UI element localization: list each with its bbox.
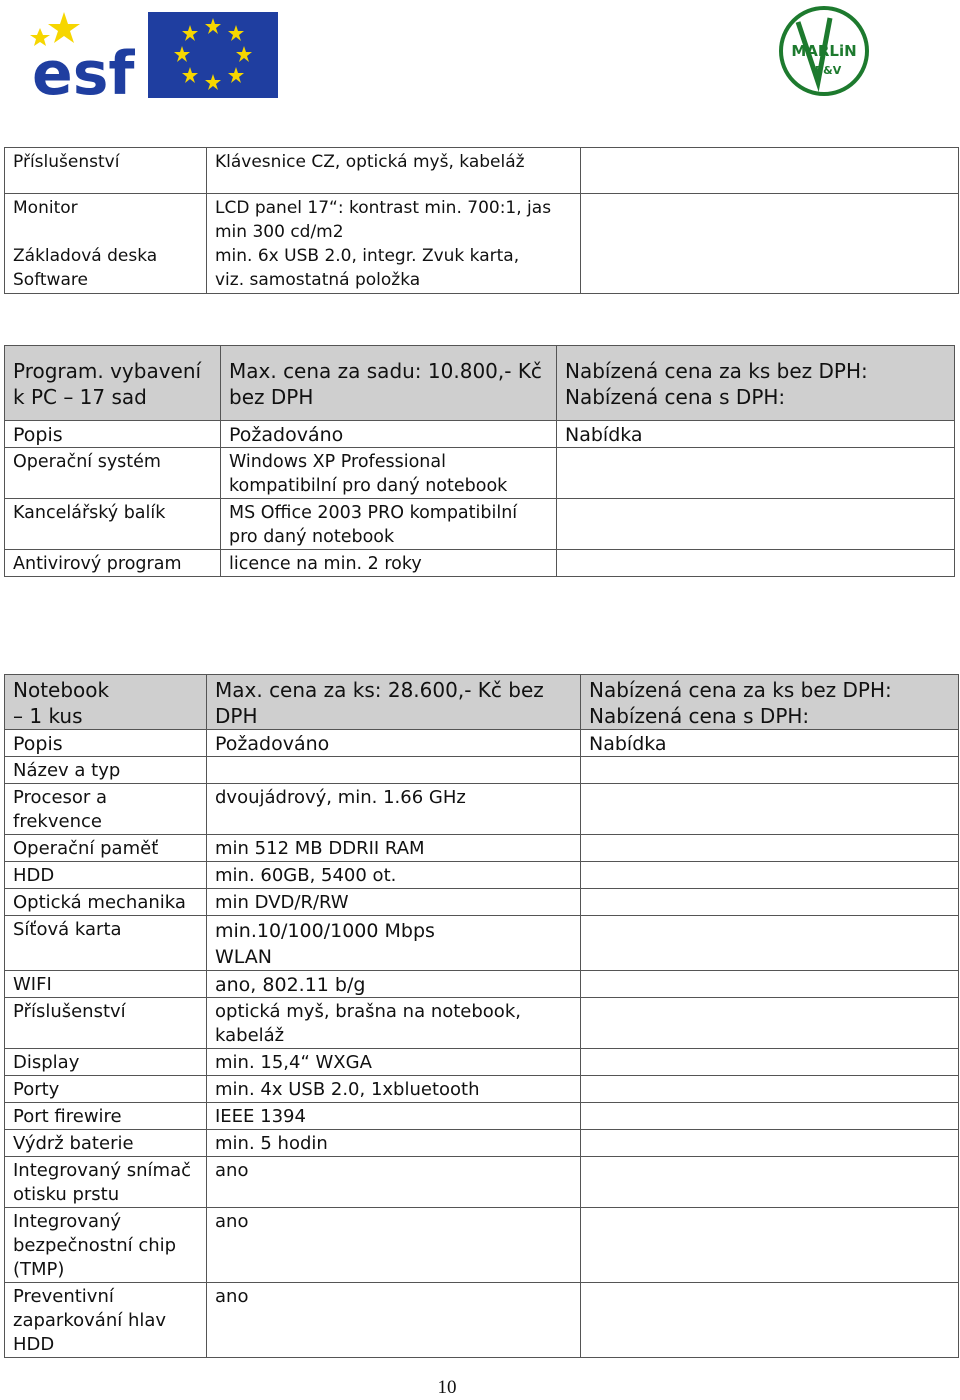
section-title: Notebook – 1 kus	[5, 675, 207, 730]
column-header-pozadovano: Požadováno	[221, 421, 557, 448]
table-row	[5, 448, 955, 499]
marlin-logo-text: MARLiN	[791, 42, 857, 60]
table-row	[5, 1208, 959, 1283]
offer-cell	[581, 1157, 959, 1208]
offer-cell	[581, 862, 959, 889]
marlin-logo-sub: B&V	[814, 64, 842, 77]
table-row	[5, 1157, 959, 1208]
table-row	[5, 998, 959, 1049]
table-row	[5, 971, 959, 998]
max-price: Max. cena za sadu: 10.800,- Kč bez DPH	[221, 346, 557, 421]
software-table	[4, 345, 955, 577]
table-row	[5, 550, 955, 577]
spec-value: min DVD/R/RW	[207, 889, 581, 916]
spec-value: min. 15,4“ WXGA	[207, 1049, 581, 1076]
spec-value: dvoujádrový, min. 1.66 GHz	[207, 784, 581, 835]
spec-label: Display	[5, 1049, 207, 1076]
column-header-row	[5, 730, 959, 757]
spec-label: HDD	[5, 862, 207, 889]
column-header-pozadovano: Požadováno	[207, 730, 581, 757]
column-header-row	[5, 421, 955, 448]
spec-value: IEEE 1394	[207, 1103, 581, 1130]
spec-label: Preventivní zaparkování hlav HDD	[5, 1283, 207, 1358]
spec-label: Operační systém	[5, 448, 221, 499]
spec-value: ano	[207, 1157, 581, 1208]
offer-cell	[581, 1076, 959, 1103]
spec-label: Operační paměť	[5, 835, 207, 862]
offer-cell	[581, 1049, 959, 1076]
section-title: Program. vybavení k PC – 17 sad	[5, 346, 221, 421]
spec-label: Integrovaný snímač otisku prstu	[5, 1157, 207, 1208]
table-row	[5, 862, 959, 889]
spec-label: Kancelářský balík	[5, 499, 221, 550]
table-row	[5, 757, 959, 784]
table-row	[5, 1049, 959, 1076]
spec-value: min. 5 hodin	[207, 1130, 581, 1157]
table-row	[5, 194, 959, 294]
spec-value: min. 4x USB 2.0, 1xbluetooth	[207, 1076, 581, 1103]
table-row	[5, 1103, 959, 1130]
offer-cell	[581, 971, 959, 998]
spec-value: min.10/100/1000 Mbps WLAN	[207, 916, 581, 971]
spec-value: licence na min. 2 roky	[221, 550, 557, 577]
spec-value: Windows XP Professional kompatibilní pro daný notebook	[221, 448, 557, 499]
offer-cell	[581, 784, 959, 835]
spec-label: Antivirový program	[5, 550, 221, 577]
offer-cell	[581, 757, 959, 784]
esf-logo	[30, 6, 280, 98]
column-header-nabidka: Nabídka	[557, 421, 955, 448]
marlin-logo	[778, 4, 870, 98]
table-row	[5, 784, 959, 835]
notebook-table	[4, 674, 959, 1358]
offer-cell	[581, 835, 959, 862]
offer-cell	[581, 1283, 959, 1358]
spec-label: Porty	[5, 1076, 207, 1103]
spec-label: Monitor Základová deska Software	[5, 194, 207, 294]
spec-value: optická myš, brašna na notebook, kabeláž	[207, 998, 581, 1049]
spec-label: Název a typ	[5, 757, 207, 784]
table-row	[5, 916, 959, 971]
spec-label: Integrovaný bezpečnostní chip (TMP)	[5, 1208, 207, 1283]
offer-cell	[581, 889, 959, 916]
spec-value: ano, 802.11 b/g	[207, 971, 581, 998]
offer-cell	[581, 998, 959, 1049]
spec-value: min. 60GB, 5400 ot.	[207, 862, 581, 889]
esf-logo-text: esf	[32, 39, 135, 98]
spec-label: Procesor a frekvence	[5, 784, 207, 835]
table-row	[5, 499, 955, 550]
spec-label: Optická mechanika	[5, 889, 207, 916]
offer-cell	[581, 916, 959, 971]
offer-cell	[581, 194, 959, 294]
spec-label: Výdrž baterie	[5, 1130, 207, 1157]
offer-cell	[581, 1208, 959, 1283]
table-row	[5, 148, 959, 194]
table-header-row	[5, 675, 959, 730]
table-row	[5, 1130, 959, 1157]
spec-value: MS Office 2003 PRO kompatibilní pro daný notebook	[221, 499, 557, 550]
spec-value: min 512 MB DDRII RAM	[207, 835, 581, 862]
table-row	[5, 835, 959, 862]
table-row	[5, 1076, 959, 1103]
table-row	[5, 1283, 959, 1358]
offer-cell	[557, 499, 955, 550]
column-header-popis: Popis	[5, 421, 221, 448]
spec-label: WIFI	[5, 971, 207, 998]
spec-label: Síťová karta	[5, 916, 207, 971]
spec-value: Klávesnice CZ, optická myš, kabeláž	[207, 148, 581, 194]
offer-cell	[581, 1103, 959, 1130]
spec-value: ano	[207, 1283, 581, 1358]
spec-value	[207, 757, 581, 784]
offered-price: Nabízená cena za ks bez DPH: Nabízená cena s DPH:	[557, 346, 955, 421]
page-number: 10	[437, 1377, 457, 1398]
max-price: Max. cena za ks: 28.600,- Kč bez DPH	[207, 675, 581, 730]
column-header-popis: Popis	[5, 730, 207, 757]
spec-label: Příslušenství	[5, 148, 207, 194]
spec-value: ano	[207, 1208, 581, 1283]
spec-label: Port firewire	[5, 1103, 207, 1130]
column-header-nabidka: Nabídka	[581, 730, 959, 757]
accessories-table	[4, 147, 959, 294]
spec-value: LCD panel 17“: kontrast min. 700:1, jas min 300 cd/m2 min. 6x USB 2.0, integr. Zvuk karta, viz. samostatná položka	[207, 194, 581, 294]
offer-cell	[557, 448, 955, 499]
offered-price: Nabízená cena za ks bez DPH: Nabízená cena s DPH:	[581, 675, 959, 730]
offer-cell	[581, 1130, 959, 1157]
spec-label: Příslušenství	[5, 998, 207, 1049]
table-header-row	[5, 346, 955, 421]
offer-cell	[581, 148, 959, 194]
table-row	[5, 889, 959, 916]
offer-cell	[557, 550, 955, 577]
